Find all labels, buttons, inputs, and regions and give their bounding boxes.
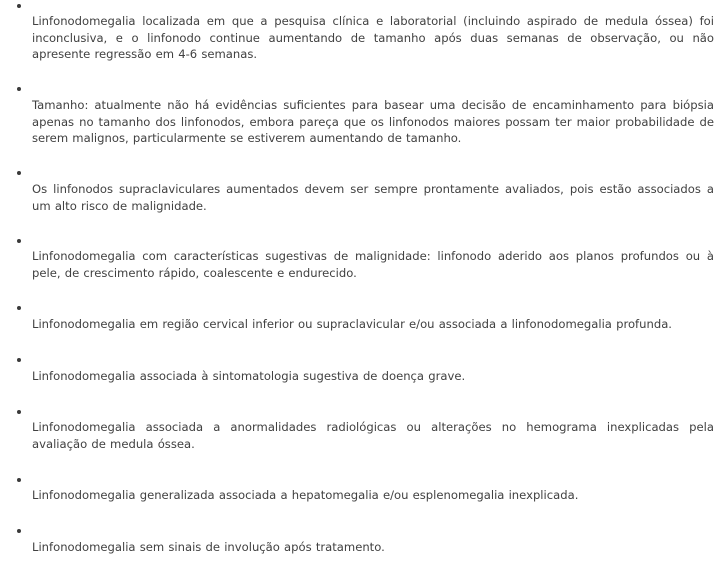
bullet-icon	[17, 171, 21, 175]
bullet-icon	[17, 4, 21, 8]
list-item-text: Linfonodomegalia localizada em que a pesquisa clínica e laboratorial (incluindo aspirado de medula óssea) foi inconclusiva, e o linfonodo continue aumentando de tamanho após duas semanas de observação, ou não apresente regressão em 4-6 semanas.	[32, 14, 714, 61]
list-item-text: Linfonodomegalia sem sinais de involução após tratamento.	[32, 540, 385, 554]
bullet-icon	[17, 306, 21, 310]
list-item-text: Linfonodomegalia em região cervical inferior ou supraclavicular e/ou associada a linfonodomegalia profunda.	[32, 317, 672, 331]
bullet-icon	[17, 529, 21, 533]
list-item-text: Os linfonodos supraclaviculares aumentados devem ser sempre prontamente avaliados, pois estão associados a um alto risco de malignidade.	[32, 182, 714, 213]
bullet-icon	[17, 239, 21, 243]
bullet-icon	[17, 87, 21, 91]
bullet-icon	[17, 478, 21, 482]
list-item-text: Linfonodomegalia com características sugestivas de malignidade: linfonodo aderido aos planos profundos ou à pele, de crescimento rápido, coalescente e endurecido.	[32, 249, 714, 280]
list-item-text: Linfonodomegalia associada a anormalidades radiológicas ou alterações no hemograma inexplicadas pela avaliação de medula óssea.	[32, 420, 714, 451]
bullet-icon	[17, 358, 21, 362]
list-item-text: Linfonodomegalia generalizada associada a hepatomegalia e/ou esplenomegalia inexplicada.	[32, 488, 579, 502]
bullet-icon	[17, 410, 21, 414]
list-item-text: Tamanho: atualmente não há evidências suficientes para basear uma decisão de encaminhamento para biópsia apenas no tamanho dos linfonodos, embora pareça que os linfonodos maiores possam ter maior probabilidade de serem malignos, particularmente se estiverem aumentando de tamanho.	[32, 98, 714, 145]
list-item-text: Linfonodomegalia associada à sintomatologia sugestiva de doença grave.	[32, 369, 466, 383]
